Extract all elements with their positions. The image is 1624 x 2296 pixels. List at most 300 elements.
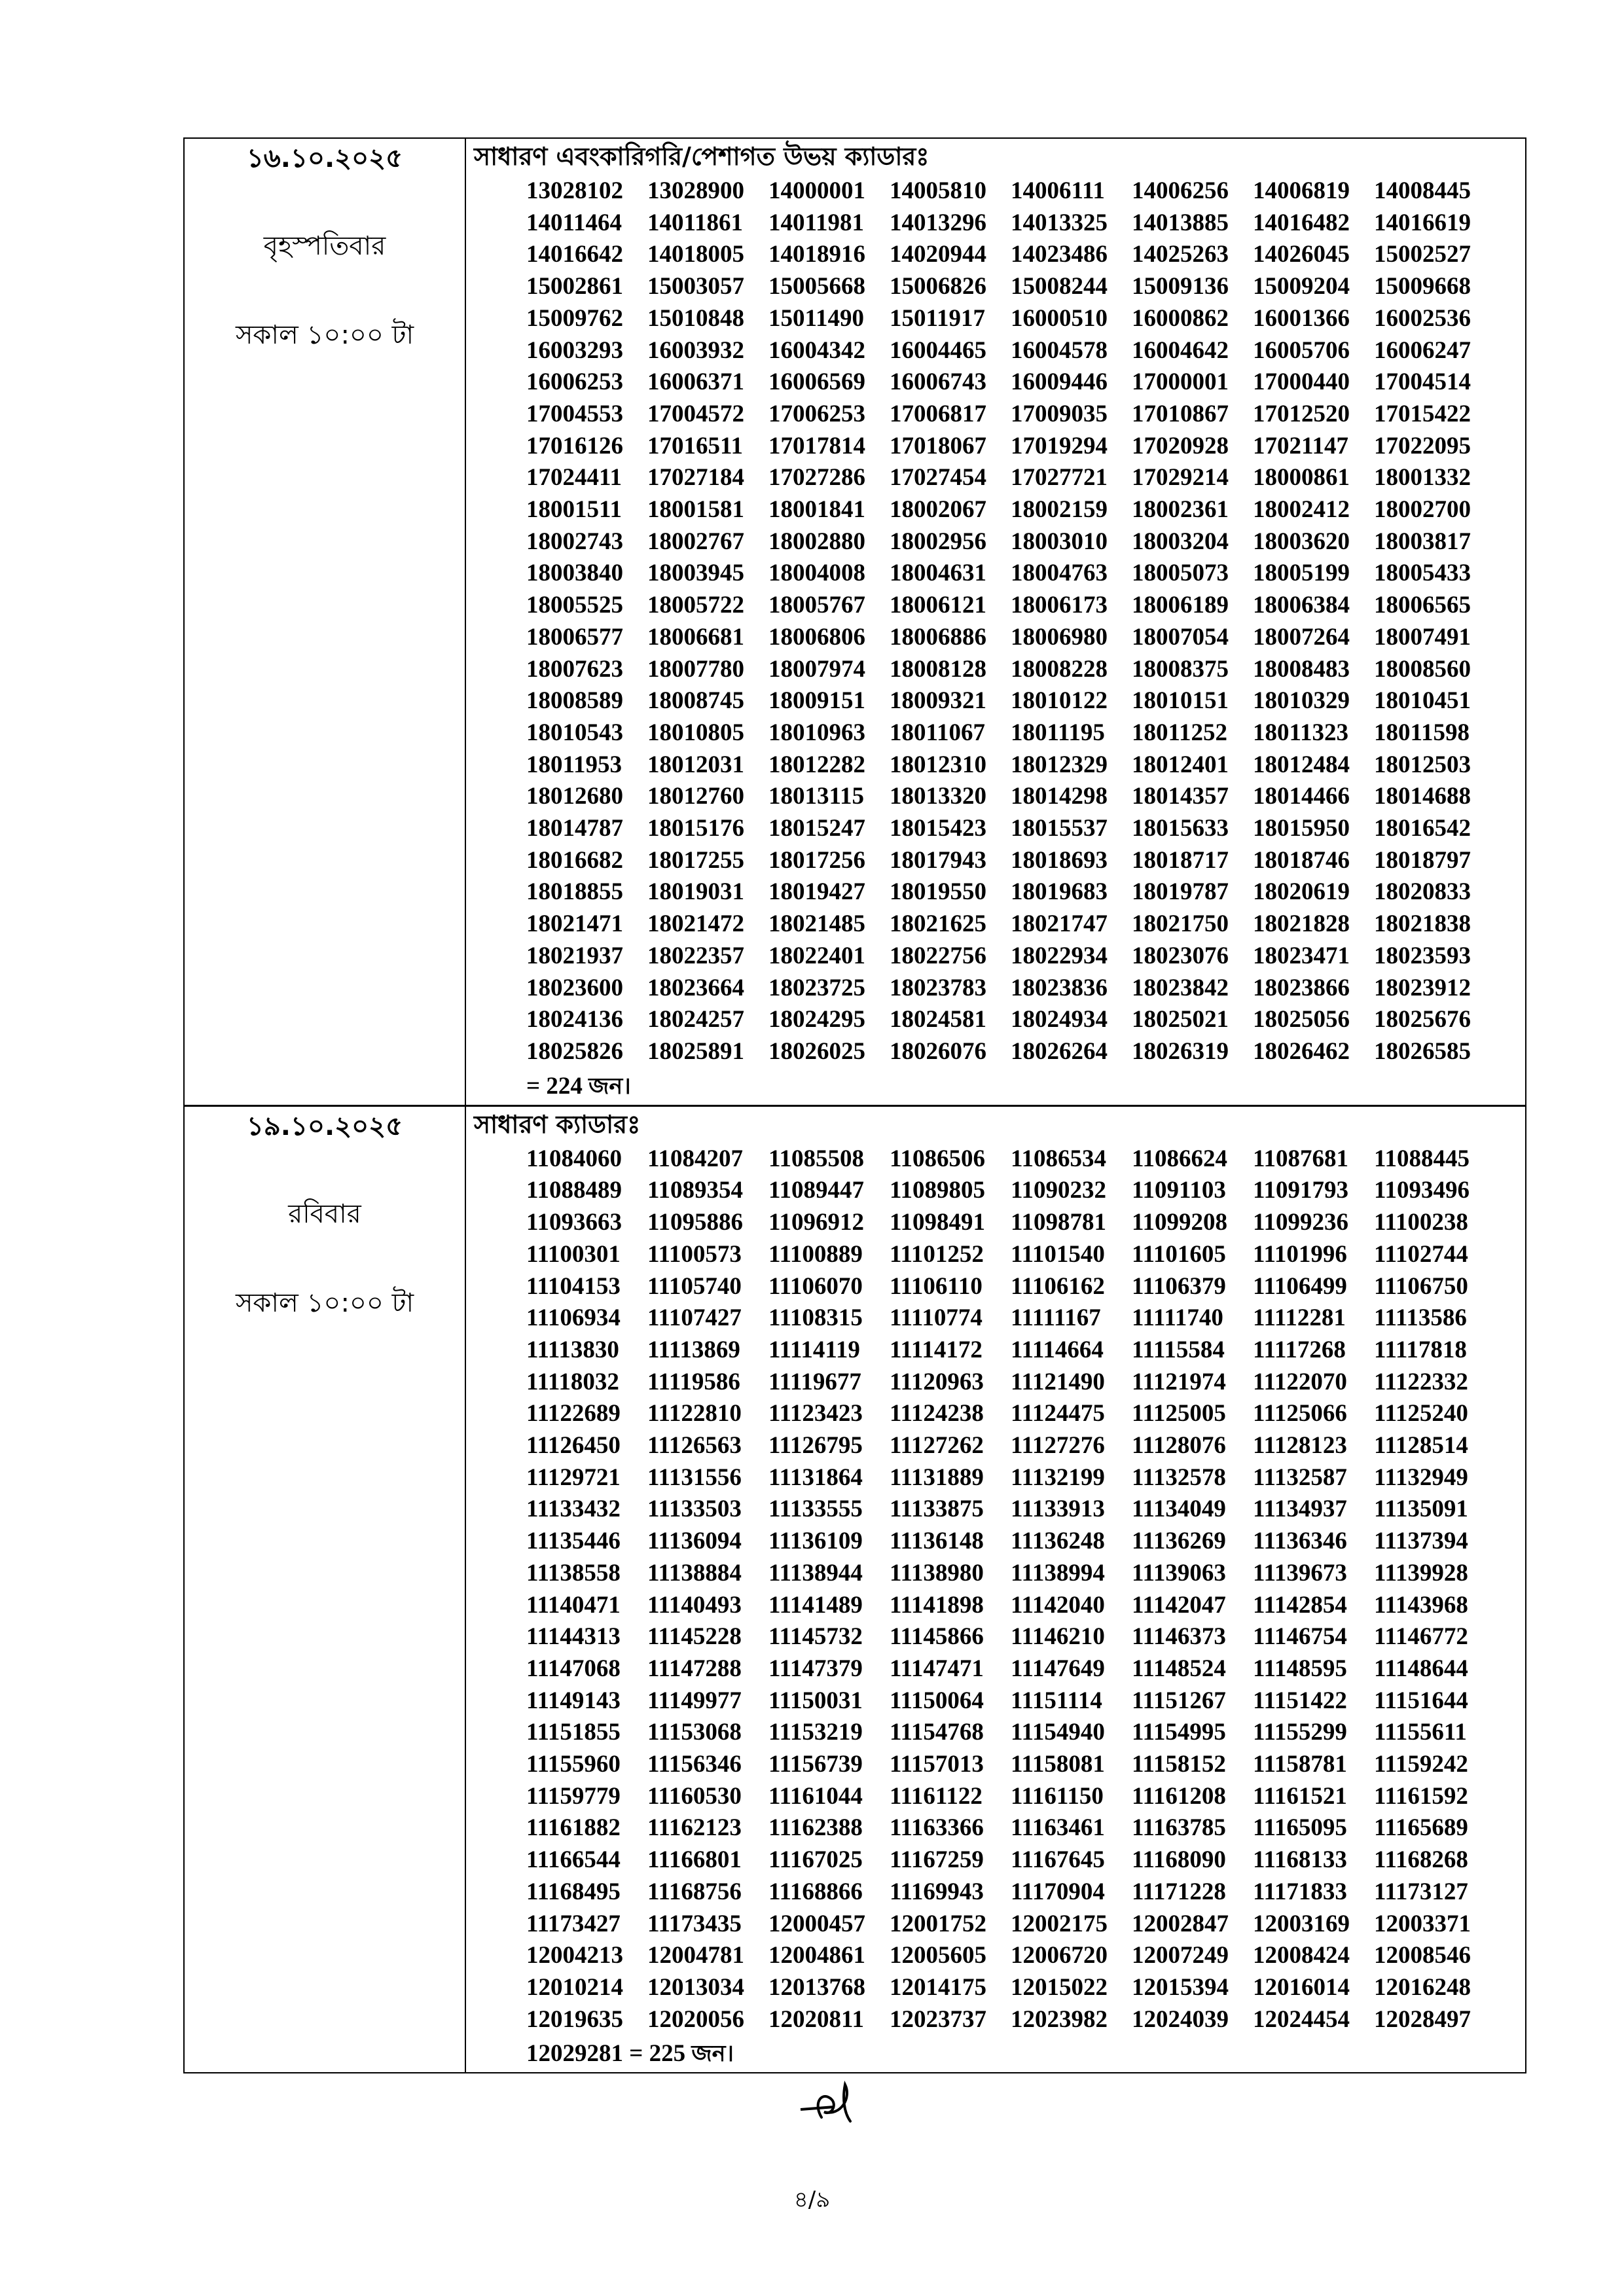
roll-number: 18014357 <box>1132 783 1229 810</box>
roll-number: 11136346 <box>1253 1528 1347 1555</box>
roll-number: 18007780 <box>647 655 744 683</box>
roll-number: 15006826 <box>890 273 986 300</box>
roll-number: 11140493 <box>647 1591 742 1619</box>
date-cell <box>185 139 466 1105</box>
roll-number: 12024454 <box>1253 2005 1350 2033</box>
roll-number: 11086506 <box>890 1145 985 1172</box>
roll-number: 18013320 <box>890 783 986 810</box>
page-number: ৪/৯ <box>793 2187 831 2213</box>
roll-number: 11145732 <box>768 1623 863 1651</box>
roll-number: 11106934 <box>526 1304 621 1332</box>
roll-number: 12023982 <box>1011 2005 1108 2033</box>
roll-number: 18008228 <box>1011 655 1108 683</box>
roll-number: 12010214 <box>526 1973 623 2001</box>
roll-number: 11117268 <box>1253 1336 1346 1363</box>
roll-row <box>526 1398 1525 1430</box>
roll-number: 11133503 <box>647 1496 742 1523</box>
roll-number: 15011917 <box>890 304 985 332</box>
roll-number: 11168495 <box>526 1878 621 1905</box>
roll-number: 11104153 <box>526 1272 621 1300</box>
roll-number: 18012282 <box>768 751 865 778</box>
roll-number: 11120963 <box>890 1368 984 1395</box>
roll-row <box>526 1526 1525 1558</box>
roll-number: 11126563 <box>647 1432 742 1460</box>
roll-number: 11169943 <box>890 1878 984 1905</box>
roll-number: 11119586 <box>647 1368 740 1395</box>
roll-number: 11096912 <box>768 1209 864 1236</box>
roll-number: 18003204 <box>1132 528 1229 555</box>
roll-row <box>526 908 1525 941</box>
roll-number: 14013885 <box>1132 209 1229 236</box>
roll-number: 11113586 <box>1374 1304 1467 1332</box>
roll-number: 11149977 <box>647 1687 742 1714</box>
roll-number: 14025263 <box>1132 241 1229 268</box>
roll-number: 11095886 <box>647 1209 743 1236</box>
roll-number: 11124238 <box>890 1400 984 1427</box>
roll-number: 12014175 <box>890 1973 986 2001</box>
roll-number: 18011195 <box>1011 719 1105 746</box>
roll-number: 11155611 <box>1374 1719 1467 1746</box>
roll-number: 11167259 <box>890 1846 984 1874</box>
total-unit: জন। <box>588 1073 631 1100</box>
candidate-total <box>474 1068 1525 1105</box>
roll-number: 11137394 <box>1374 1528 1468 1555</box>
roll-number: 11142047 <box>1132 1591 1226 1619</box>
roll-number: 12008546 <box>1374 1942 1471 1969</box>
roll-number: 17004572 <box>647 400 744 427</box>
roll-number: 12015022 <box>1011 1973 1108 2001</box>
roll-number: 17027721 <box>1011 464 1108 492</box>
roll-number: 11086624 <box>1132 1145 1227 1172</box>
roll-number: 11151267 <box>1132 1687 1226 1714</box>
roll-number: 11158081 <box>1011 1751 1105 1778</box>
roll-number: 12004861 <box>768 1942 865 1969</box>
roll-number: 11100889 <box>768 1240 863 1268</box>
roll-number: 11165689 <box>1374 1814 1468 1842</box>
roll-row <box>526 558 1525 590</box>
date-cell <box>185 1107 466 2073</box>
roll-number: 11158152 <box>1132 1751 1226 1778</box>
roll-number: 18001332 <box>1374 464 1471 492</box>
roll-number: 18008375 <box>1132 655 1229 683</box>
roll-row <box>526 271 1525 303</box>
roll-number: 11145866 <box>890 1623 984 1651</box>
roll-number: 16004465 <box>890 336 986 364</box>
roll-number: 11088445 <box>1374 1145 1470 1172</box>
roll-number: 12016014 <box>1253 1973 1350 2001</box>
roll-number: 14013325 <box>1011 209 1108 236</box>
roll-number: 11141898 <box>890 1591 984 1619</box>
roll-number: 12013034 <box>647 1973 744 2001</box>
roll-number: 11127276 <box>1011 1432 1105 1460</box>
signature <box>795 2078 867 2130</box>
roll-number: 17024411 <box>526 464 622 492</box>
roll-number: 18002956 <box>890 528 986 555</box>
roll-number: 18019683 <box>1011 878 1108 906</box>
roll-number: 11091103 <box>1132 1177 1226 1204</box>
roll-row <box>526 973 1525 1005</box>
roll-number: 11122332 <box>1374 1368 1468 1395</box>
roll-number: 11106499 <box>1253 1272 1347 1300</box>
roll-number: 11159779 <box>526 1782 621 1810</box>
roll-number: 11132578 <box>1132 1463 1226 1491</box>
roll-number: 18022401 <box>768 942 865 969</box>
roll-number: 14011861 <box>647 209 743 236</box>
roll-number: 18010329 <box>1253 687 1350 715</box>
roll-number: 18006384 <box>1253 592 1350 619</box>
roll-number: 11147649 <box>1011 1655 1105 1682</box>
roll-number: 11089354 <box>647 1177 743 1204</box>
roll-number: 11163461 <box>1011 1814 1105 1842</box>
roll-number: 18002412 <box>1253 496 1350 524</box>
roll-number: 15008244 <box>1011 273 1108 300</box>
roll-number: 11171228 <box>1132 1878 1226 1905</box>
roll-number: 11122070 <box>1253 1368 1347 1395</box>
roll-number: 11161882 <box>526 1814 621 1842</box>
roll-number: 12023737 <box>890 2005 986 2033</box>
roll-number: 17006253 <box>768 400 865 427</box>
roll-number: 11166801 <box>647 1846 742 1874</box>
roll-number: 11155299 <box>1253 1719 1347 1746</box>
roll-number: 11138980 <box>890 1559 984 1587</box>
roll-number: 14006111 <box>1011 177 1105 204</box>
roll-number: 18023725 <box>768 974 865 1001</box>
roll-number: 11088489 <box>526 1177 622 1204</box>
roll-number: 18006681 <box>647 623 744 651</box>
roll-number: 14011981 <box>768 209 864 236</box>
roll-row <box>526 526 1525 558</box>
roll-number: 16006743 <box>890 368 986 396</box>
total-unit: জন। <box>691 2041 734 2068</box>
roll-number: 11161592 <box>1374 1782 1468 1810</box>
roll-number: 18021625 <box>890 910 986 938</box>
roll-number: 18023593 <box>1374 942 1471 969</box>
roll-number: 18019427 <box>768 878 865 906</box>
roll-number: 11106070 <box>768 1272 863 1300</box>
exam-date: ১৯.১০.২০২৫ <box>246 1111 403 1141</box>
roll-number: 15010848 <box>647 304 744 332</box>
roll-number: 14013296 <box>890 209 986 236</box>
roll-number: 18018746 <box>1253 846 1350 874</box>
roll-number: 11167645 <box>1011 1846 1105 1874</box>
roll-number: 13028102 <box>526 177 623 204</box>
roll-row <box>526 1653 1525 1685</box>
roll-number: 11153219 <box>768 1719 863 1746</box>
roll-number: 11139673 <box>1253 1559 1347 1587</box>
roll-row <box>526 1685 1525 1717</box>
roll-row <box>526 1940 1525 1972</box>
roll-number: 18007054 <box>1132 623 1229 651</box>
roll-number: 11114172 <box>890 1336 983 1363</box>
roll-number: 16004342 <box>768 336 865 364</box>
roll-number: 11101996 <box>1253 1240 1347 1268</box>
roll-number: 11125005 <box>1132 1400 1226 1427</box>
roll-number: 16000510 <box>1011 304 1108 332</box>
roll-number: 18004631 <box>890 560 986 587</box>
roll-number: 11108315 <box>768 1304 863 1332</box>
roll-number: 18024257 <box>647 1006 744 1033</box>
roll-number: 11150064 <box>890 1687 984 1714</box>
roll-number: 18006886 <box>890 623 986 651</box>
roll-number: 11111167 <box>1011 1304 1101 1332</box>
roll-number: 18007974 <box>768 655 865 683</box>
roll-number: 18023664 <box>647 974 744 1001</box>
roll-number: 14000001 <box>768 177 865 204</box>
roll-number: 11148644 <box>1374 1655 1468 1682</box>
roll-number: 18025676 <box>1374 1006 1471 1033</box>
roll-number: 14016642 <box>526 241 623 268</box>
roll-number: 11136094 <box>647 1528 742 1555</box>
roll-number: 17017814 <box>768 432 865 459</box>
roll-number: 18021838 <box>1374 910 1471 938</box>
roll-number: 11148524 <box>1132 1655 1226 1682</box>
roll-number: 18026076 <box>890 1037 986 1065</box>
roll-number: 11121490 <box>1011 1368 1105 1395</box>
exam-day: বৃহস্পতিবার <box>263 231 386 261</box>
roll-number: 11138994 <box>1011 1559 1105 1587</box>
roll-number: 18006806 <box>768 623 865 651</box>
roll-row <box>526 1876 1525 1909</box>
roll-number: 12003169 <box>1253 1910 1350 1937</box>
roll-number: 11147068 <box>526 1655 621 1682</box>
roll-number: 11113830 <box>526 1336 619 1363</box>
roll-row <box>526 941 1525 973</box>
roll-number: 11138884 <box>647 1559 742 1587</box>
roll-number: 11143968 <box>1374 1591 1468 1619</box>
roll-number: 18024295 <box>768 1006 865 1033</box>
roll-row <box>526 1004 1525 1036</box>
roll-row <box>526 1430 1525 1462</box>
roll-number: 18013115 <box>768 783 864 810</box>
roll-number: 11122810 <box>647 1400 742 1427</box>
roll-number: 18014688 <box>1374 783 1471 810</box>
roll-number: 18012401 <box>1132 751 1229 778</box>
roll-number: 18019787 <box>1132 878 1229 906</box>
roll-number: 18008483 <box>1253 655 1350 683</box>
roll-number: 11112281 <box>1253 1304 1346 1332</box>
roll-number: 15005668 <box>768 273 865 300</box>
roll-number: 18021747 <box>1011 910 1108 938</box>
roll-number: 18026585 <box>1374 1037 1471 1065</box>
roll-number: 11126795 <box>768 1432 863 1460</box>
roll-number: 18019550 <box>890 878 986 906</box>
roll-number: 18004008 <box>768 560 865 587</box>
roll-row <box>526 1367 1525 1399</box>
roll-number: 12007249 <box>1132 1942 1229 1969</box>
roll-number: 18003840 <box>526 560 623 587</box>
exam-time: সকাল ১০:০০ টা <box>235 320 414 350</box>
roll-number: 11151855 <box>526 1719 621 1746</box>
roll-number: 18002159 <box>1011 496 1108 524</box>
roll-row <box>526 1207 1525 1239</box>
roll-number: 11166544 <box>526 1846 621 1874</box>
roll-number: 18022934 <box>1011 942 1108 969</box>
roll-number: 11134049 <box>1132 1496 1226 1523</box>
roll-number: 14023486 <box>1011 241 1108 268</box>
roll-number: 18015423 <box>890 815 986 842</box>
roll-number: 11145228 <box>647 1623 742 1651</box>
candidate-total <box>474 2036 1525 2072</box>
roll-number: 17016126 <box>526 432 623 459</box>
roll-number: 18018693 <box>1011 846 1108 874</box>
roll-number: 18024934 <box>1011 1006 1108 1033</box>
roll-number: 18005722 <box>647 592 744 619</box>
exam-date: ১৬.১০.২০২৫ <box>246 143 403 173</box>
roll-number: 18006189 <box>1132 592 1229 619</box>
roll-number: 16004578 <box>1011 336 1108 364</box>
roll-number: 11091793 <box>1253 1177 1348 1204</box>
roll-number: 11106750 <box>1374 1272 1468 1300</box>
roll-number: 18017255 <box>647 846 744 874</box>
roll-number: 18004763 <box>1011 560 1108 587</box>
roll-number: 11090232 <box>1011 1177 1106 1204</box>
roll-number: 11098491 <box>890 1209 985 1236</box>
exam-day: রবিবার <box>288 1198 361 1229</box>
roll-number: 11168866 <box>768 1878 863 1905</box>
roll-number: 11129721 <box>526 1463 621 1491</box>
roll-number: 18003620 <box>1253 528 1350 555</box>
roll-number: 18014787 <box>526 815 623 842</box>
roll-row <box>526 1462 1525 1494</box>
roll-number: 11084060 <box>526 1145 622 1172</box>
roll-number: 18012031 <box>647 751 744 778</box>
roll-number: 15002861 <box>526 273 623 300</box>
roll-number: 11133555 <box>768 1496 863 1523</box>
roll-number: 17027454 <box>890 464 986 492</box>
roll-number: 11134937 <box>1253 1496 1347 1523</box>
roll-number: 18005199 <box>1253 560 1350 587</box>
roll-number: 17021147 <box>1253 432 1348 459</box>
roll-number: 18021471 <box>526 910 623 938</box>
roll-number: 18011953 <box>526 751 622 778</box>
roll-number: 16004642 <box>1132 336 1229 364</box>
roll-number: 18026025 <box>768 1037 865 1065</box>
roll-row <box>526 717 1525 749</box>
roll-number: 18003817 <box>1374 528 1471 555</box>
roll-number: 17000001 <box>1132 368 1229 396</box>
roll-number: 18003945 <box>647 560 744 587</box>
roll-number: 11161521 <box>1253 1782 1347 1810</box>
roll-number: 16006253 <box>526 368 623 396</box>
roll-number: 15009762 <box>526 304 623 332</box>
roll-number: 11168090 <box>1132 1846 1226 1874</box>
roll-number: 18011323 <box>1253 719 1348 746</box>
roll-number: 18010122 <box>1011 687 1108 715</box>
roll-number: 11154995 <box>1132 1719 1226 1746</box>
roll-number: 18012329 <box>1011 751 1108 778</box>
roll-row <box>526 367 1525 399</box>
roll-number: 11115584 <box>1132 1336 1225 1363</box>
roll-row <box>526 303 1525 335</box>
roll-number: 11107427 <box>647 1304 742 1332</box>
roll-number: 18026319 <box>1132 1037 1229 1065</box>
roll-cell <box>466 1107 1525 2073</box>
roll-number: 11133913 <box>1011 1496 1105 1523</box>
roll-number: 11133875 <box>890 1496 984 1523</box>
total-count: 12029281 = 225 <box>526 2040 686 2068</box>
roll-number: 18016682 <box>526 846 623 874</box>
roll-row <box>526 1271 1525 1303</box>
roll-number: 11085508 <box>768 1145 864 1172</box>
roll-number: 11086534 <box>1011 1145 1106 1172</box>
roll-number: 12004213 <box>526 1942 623 1969</box>
roll-number: 11136248 <box>1011 1528 1105 1555</box>
roll-number: 17012520 <box>1253 400 1350 427</box>
roll-number: 17006817 <box>890 400 986 427</box>
roll-number: 12002175 <box>1011 1910 1108 1937</box>
roll-number: 11151644 <box>1374 1687 1468 1714</box>
roll-number: 15002527 <box>1374 241 1471 268</box>
roll-number: 18005433 <box>1374 560 1471 587</box>
roll-number: 11173435 <box>647 1910 742 1937</box>
roll-number: 18024136 <box>526 1006 623 1033</box>
roll-number: 11163366 <box>890 1814 984 1842</box>
roll-number: 11100301 <box>526 1240 621 1268</box>
roll-number: 11156346 <box>647 1751 742 1778</box>
roll-number: 11168756 <box>647 1878 742 1905</box>
roll-number: 11135091 <box>1374 1496 1468 1523</box>
roll-number: 18008560 <box>1374 655 1471 683</box>
roll-row <box>526 590 1525 622</box>
roll-number: 18012503 <box>1374 751 1471 778</box>
roll-number: 18017256 <box>768 846 865 874</box>
exam-schedule-table <box>183 137 1526 2073</box>
roll-number: 16003932 <box>647 336 744 364</box>
roll-number: 11146210 <box>1011 1623 1105 1651</box>
roll-number: 11162123 <box>647 1814 742 1842</box>
roll-number: 18008589 <box>526 687 623 715</box>
roll-number: 18016542 <box>1374 815 1471 842</box>
roll-number: 11154768 <box>890 1719 984 1746</box>
roll-number: 17004514 <box>1374 368 1471 396</box>
roll-number: 11168268 <box>1374 1846 1468 1874</box>
roll-number: 18026264 <box>1011 1037 1108 1065</box>
roll-number: 18018855 <box>526 878 623 906</box>
roll-row <box>526 494 1525 526</box>
roll-number: 11128123 <box>1253 1432 1347 1460</box>
roll-row <box>526 654 1525 686</box>
roll-number: 18015950 <box>1253 815 1350 842</box>
roll-number: 11136148 <box>890 1528 984 1555</box>
roll-number: 18023836 <box>1011 974 1108 1001</box>
roll-row <box>526 813 1525 845</box>
roll-number: 18015633 <box>1132 815 1229 842</box>
roll-number: 11131889 <box>890 1463 984 1491</box>
roll-number: 18008745 <box>647 687 744 715</box>
roll-number: 16002536 <box>1374 304 1471 332</box>
roll-number: 11168133 <box>1253 1846 1347 1874</box>
roll-number: 11118032 <box>526 1368 619 1395</box>
roll-number: 18012680 <box>526 783 623 810</box>
roll-number: 11125066 <box>1253 1400 1347 1427</box>
roll-number: 11142854 <box>1253 1591 1347 1619</box>
roll-number: 14005810 <box>890 177 986 204</box>
roll-number: 11173427 <box>526 1910 621 1937</box>
roll-number: 17029214 <box>1132 464 1229 492</box>
roll-number: 18014298 <box>1011 783 1108 810</box>
roll-number: 11170904 <box>1011 1878 1105 1905</box>
roll-number: 11123423 <box>768 1400 863 1427</box>
roll-number: 18001511 <box>526 496 622 524</box>
roll-number: 11102744 <box>1374 1240 1468 1268</box>
roll-number: 17009035 <box>1011 400 1108 427</box>
roll-number: 11165095 <box>1253 1814 1347 1842</box>
roll-number: 11139063 <box>1132 1559 1226 1587</box>
roll-number: 11146772 <box>1374 1623 1468 1651</box>
roll-number: 18018797 <box>1374 846 1471 874</box>
roll-number: 17018067 <box>890 432 986 459</box>
roll-number: 11136109 <box>768 1528 863 1555</box>
